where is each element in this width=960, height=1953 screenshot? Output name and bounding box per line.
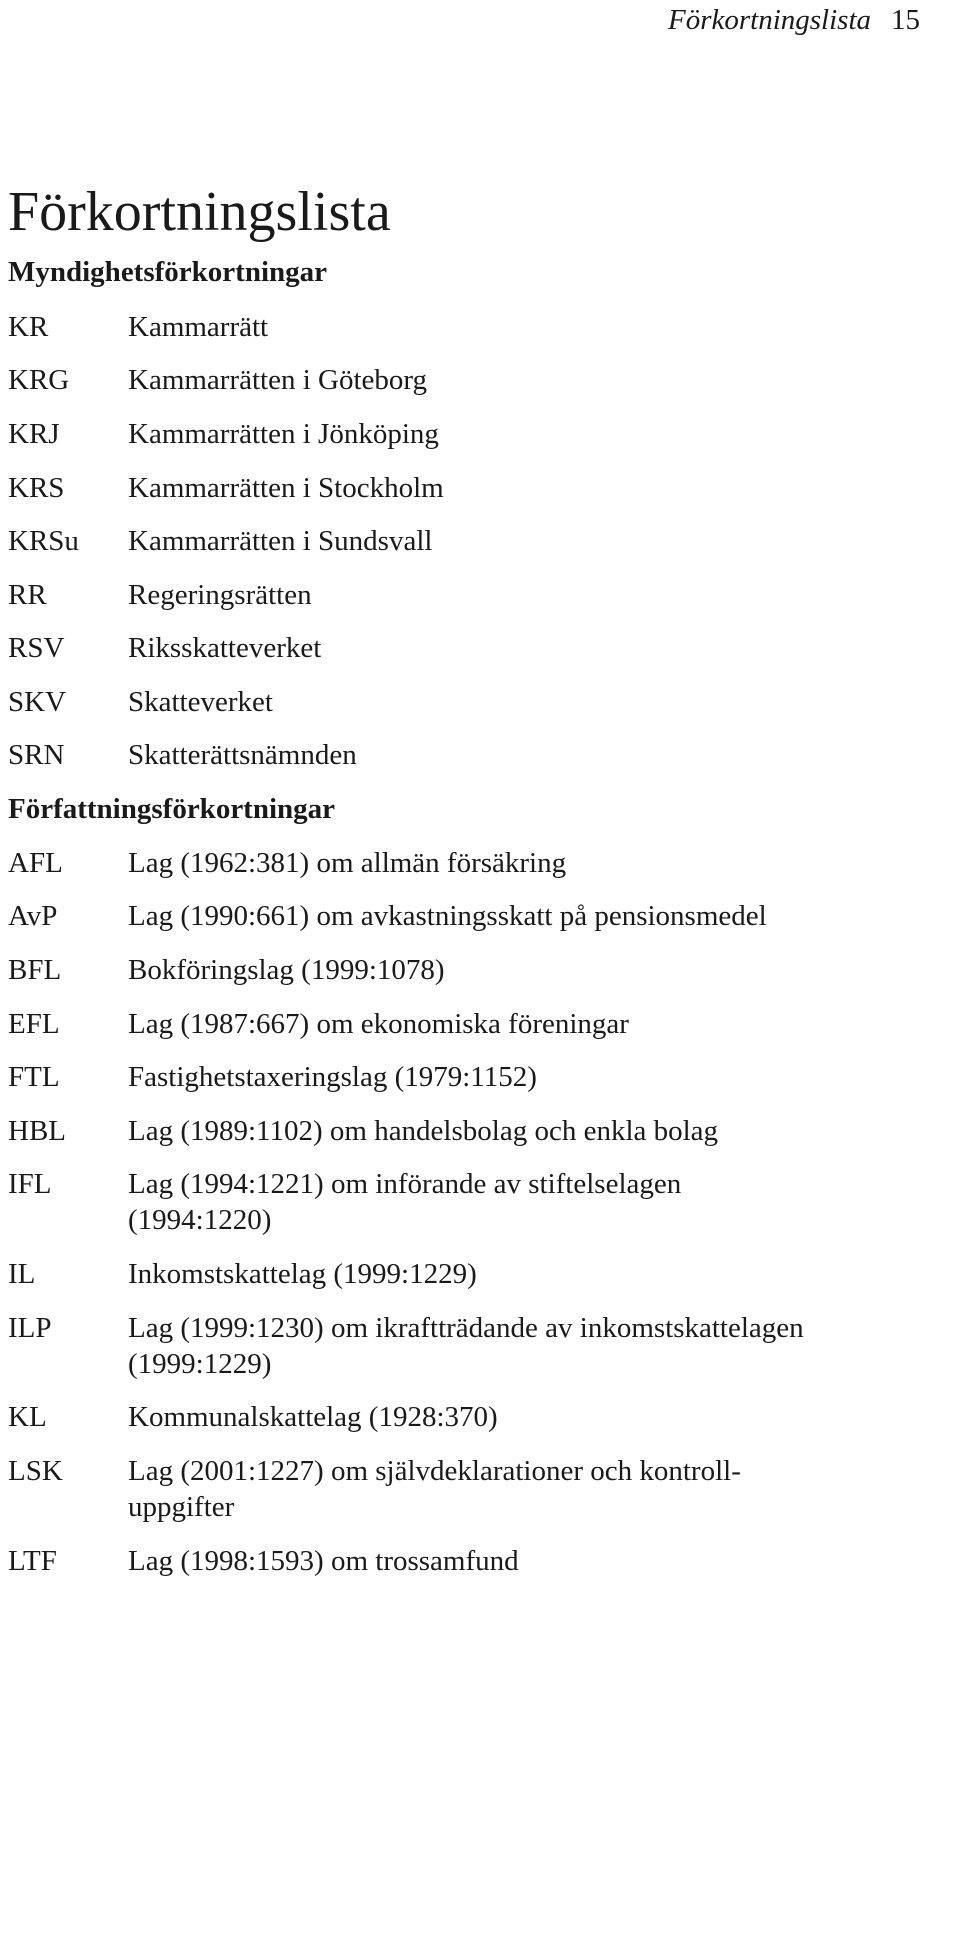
abbreviation-description: Kammarrätten i Jönköping: [128, 418, 439, 450]
abbreviation-description-continuation: uppgifter: [128, 1491, 235, 1523]
abbreviation-description: Kammarrätt: [128, 311, 269, 343]
abbreviation-description-continuation: (1994:1220): [128, 1204, 272, 1236]
abbreviation-description: Lag (1987:667) om ekonomiska föreningar: [128, 1008, 629, 1040]
abbreviation: AvP: [8, 900, 58, 932]
abbreviation: IL: [8, 1258, 36, 1290]
abbreviation: AFL: [8, 847, 63, 879]
abbreviation-description: Lag (1989:1102) om handelsbolag och enkla bolag: [128, 1115, 719, 1147]
abbreviation: BFL: [8, 954, 62, 986]
abbreviation-description: Skatteverket: [128, 686, 273, 718]
abbreviation-description: Kammarrätten i Sundsvall: [128, 525, 433, 557]
abbreviation-description: Kammarrätten i Stockholm: [128, 472, 444, 504]
abbreviation: KRG: [8, 364, 70, 396]
abbreviation-description: Lag (1999:1230) om ikraftträdande av inkomstskattelagen: [128, 1312, 804, 1344]
page-number: 15: [891, 4, 920, 36]
abbreviation: ILP: [8, 1312, 52, 1344]
abbreviation: SRN: [8, 739, 65, 771]
abbreviation-description: Riksskatteverket: [128, 632, 322, 664]
abbreviation-description: Regeringsrätten: [128, 579, 312, 611]
abbreviation-description: Fastighetstaxeringslag (1979:1152): [128, 1061, 537, 1093]
abbreviation: LSK: [8, 1455, 63, 1487]
page-title: Förkortningslista: [8, 181, 391, 243]
abbreviation: KL: [8, 1401, 47, 1433]
abbreviation: KRS: [8, 472, 65, 504]
abbreviation: KR: [8, 311, 49, 343]
running-header-title: Förkortningslista: [667, 4, 871, 36]
abbreviation-description: Lag (2001:1227) om självdeklarationer och kontroll-: [128, 1455, 741, 1487]
abbreviation-description-continuation: (1999:1229): [128, 1348, 272, 1380]
abbreviation-description: Bokföringslag (1999:1078): [128, 954, 445, 986]
abbreviation-description: Inkomstskattelag (1999:1229): [128, 1258, 477, 1290]
abbreviation: EFL: [8, 1008, 60, 1040]
abbreviation: KRJ: [8, 418, 60, 450]
abbreviation-description: Lag (1990:661) om avkastningsskatt på pensionsmedel: [128, 900, 767, 932]
abbreviation: HBL: [8, 1115, 66, 1147]
abbreviation: RR: [8, 579, 47, 611]
running-header: [668, 2, 920, 38]
section-heading-statutes: Författningsförkortningar: [8, 793, 336, 825]
abbreviation-description: Kommunalskattelag (1928:370): [128, 1401, 498, 1433]
abbreviation: KRSu: [8, 525, 79, 557]
abbreviation: IFL: [8, 1168, 52, 1200]
section-heading-authorities: Myndighetsförkortningar: [8, 256, 327, 288]
abbreviation: SKV: [8, 686, 67, 718]
abbreviation: FTL: [8, 1061, 60, 1093]
abbreviation-description: Kammarrätten i Göteborg: [128, 364, 428, 396]
abbreviation-description: Lag (1998:1593) om trossamfund: [128, 1545, 519, 1577]
abbreviation-description: Lag (1994:1221) om införande av stiftelselagen: [128, 1168, 682, 1200]
abbreviation-description: Lag (1962:381) om allmän försäkring: [128, 847, 567, 879]
abbreviation: RSV: [8, 632, 65, 664]
abbreviation: LTF: [8, 1545, 57, 1577]
abbreviation-description: Skatterättsnämnden: [128, 739, 357, 771]
